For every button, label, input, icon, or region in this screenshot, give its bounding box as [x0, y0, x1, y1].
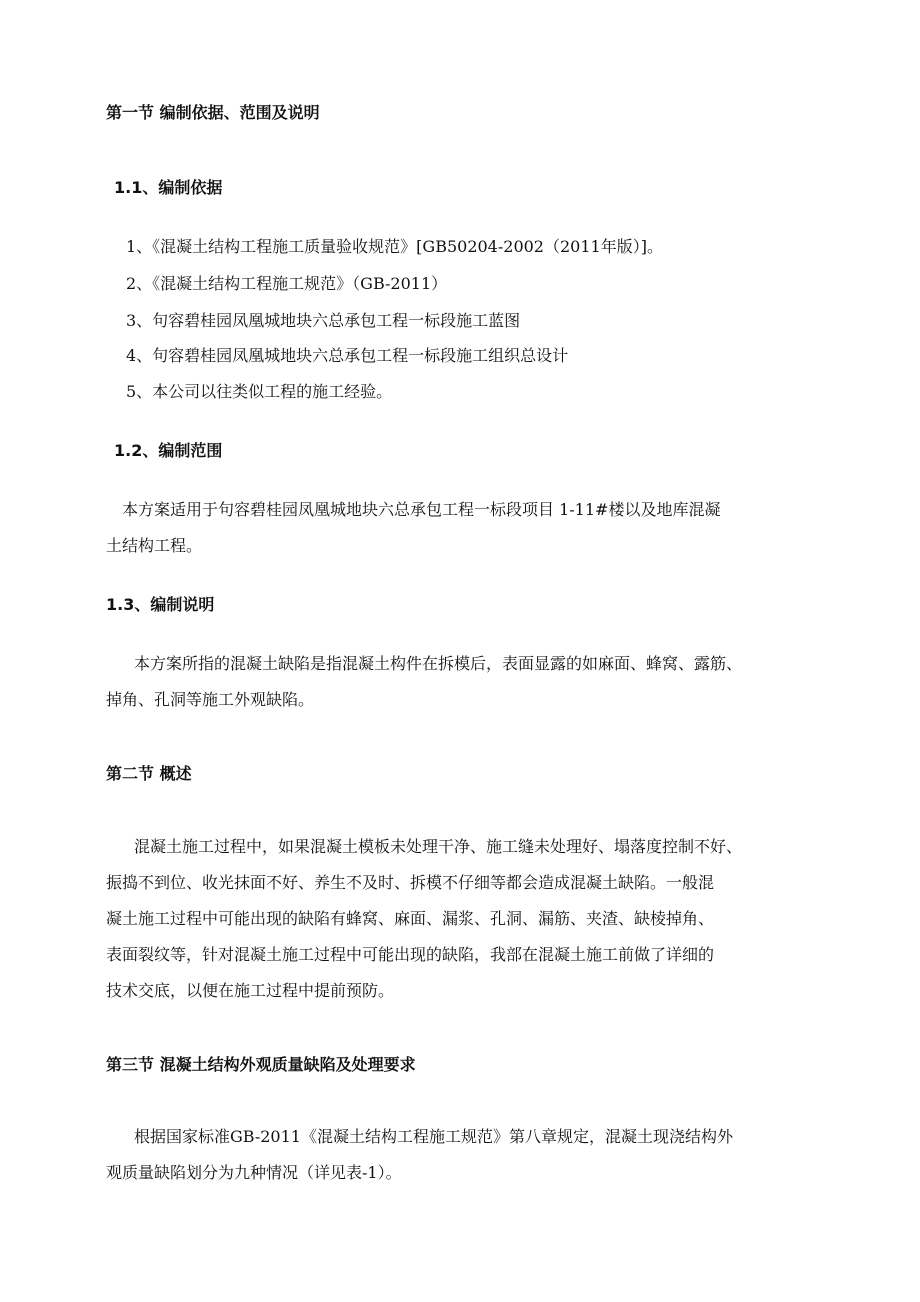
basis-item-1: 1、《混凝土结构工程施工质量验收规范》[GB50204-2002（2011年版）]。	[126, 237, 663, 256]
notes-heading: 1.3、编制说明	[106, 595, 215, 614]
scope-line-2: 土结构工程。	[106, 536, 203, 555]
overview-line-3: 凝土施工过程中可能出现的缺陷有蜂窝、麻面、漏浆、孔洞、漏筋、夹渣、缺棱掉角、	[106, 909, 715, 928]
section1-title: 第一节 编制依据、范围及说明	[106, 103, 320, 122]
basis-heading: 1.1、编制依据	[114, 178, 223, 197]
overview-line-1: 混凝土施工过程中，如果混凝土模板未处理干净、施工缝未处理好、塌落度控制不好、	[134, 837, 743, 856]
basis-item-4: 4、句容碧桂园凤凰城地块六总承包工程一标段施工组织总设计	[126, 346, 569, 365]
overview-line-5: 技术交底，以便在施工过程中提前预防。	[106, 981, 395, 1000]
notes-line-2: 掉角、孔洞等施工外观缺陷。	[106, 690, 315, 709]
section3-title: 第三节 混凝土结构外观质量缺陷及处理要求	[106, 1055, 416, 1074]
basis-item-2: 2、《混凝土结构工程施工规范》（GB-2011）	[126, 274, 448, 293]
basis-item-5: 5、本公司以往类似工程的施工经验。	[126, 382, 393, 401]
section2-title: 第二节 概述	[106, 764, 192, 783]
overview-line-4: 表面裂纹等，针对混凝土施工过程中可能出现的缺陷，我部在混凝土施工前做了详细的	[106, 945, 715, 964]
scope-line-1: 本方案适用于句容碧桂园凤凰城地块六总承包工程一标段项目 1-11#楼以及地库混凝	[122, 500, 721, 519]
notes-line-1: 本方案所指的混凝土缺陷是指混凝土构件在拆模后，表面显露的如麻面、蜂窝、露筋、	[134, 654, 743, 673]
basis-item-3: 3、句容碧桂园凤凰城地块六总承包工程一标段施工蓝图	[126, 311, 521, 330]
scope-heading: 1.2、编制范围	[114, 441, 223, 460]
overview-line-2: 振捣不到位、收光抹面不好、养生不及时、拆模不仔细等都会造成混凝土缺陷。一般混	[106, 873, 715, 892]
section3-line-1: 根据国家标准GB-2011《混凝土结构工程施工规范》第八章规定，混凝土现浇结构外	[134, 1127, 733, 1146]
section3-line-2: 观质量缺陷划分为九种情况（详见表-1）。	[106, 1163, 402, 1182]
